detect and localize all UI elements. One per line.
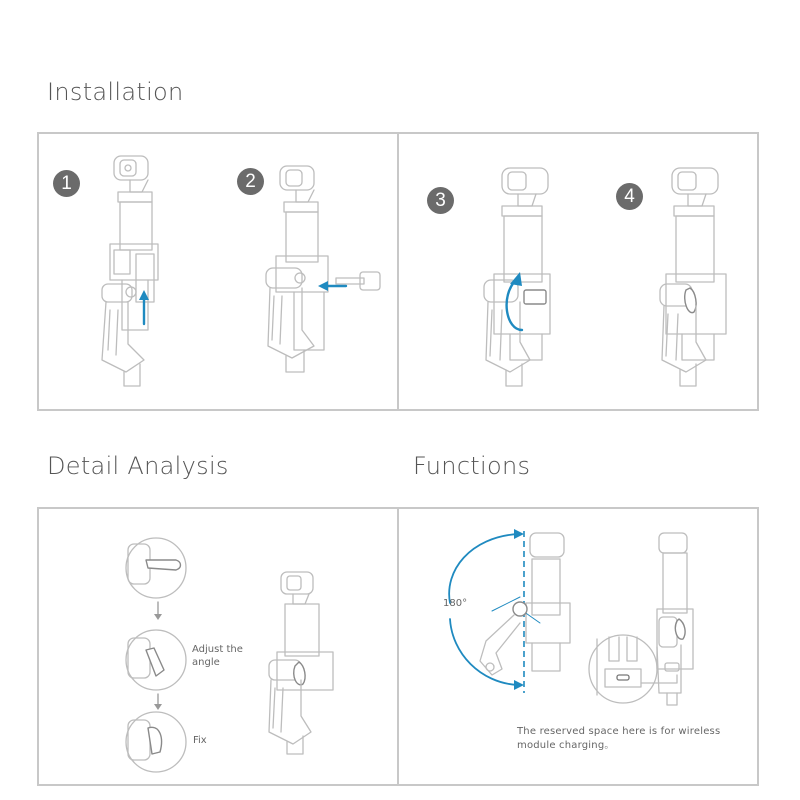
installation-divider (397, 132, 399, 411)
step-4-badge: 4 (616, 183, 643, 210)
mount-arm-icon (102, 284, 144, 386)
mount-arm-icon (269, 660, 311, 754)
detail-analysis-heading: Detail Analysis (47, 452, 229, 480)
camera-icon (494, 168, 550, 360)
detail-product-illustration (265, 568, 345, 758)
arrow-down-icon (154, 602, 162, 620)
charging-caption-line2: module charging。 (517, 740, 615, 751)
arrow-left-icon (318, 281, 346, 291)
camera-icon (526, 533, 570, 671)
step-4-illustration (660, 160, 760, 390)
camera-icon (657, 533, 693, 669)
mount-arm-icon (657, 617, 685, 705)
step-3-badge: 3 (427, 187, 454, 214)
screw-key-icon (336, 272, 380, 290)
adjust-angle-line2: angle (192, 657, 220, 668)
step-1-badge: 1 (53, 170, 80, 197)
detail-zoom-fix-icon (126, 712, 186, 772)
charging-product-illustration (575, 525, 725, 725)
rotating-arm-icon (480, 597, 540, 675)
step-2-illustration (262, 160, 392, 380)
mount-arm-icon (484, 280, 546, 386)
arrow-down-icon (154, 694, 162, 710)
rotation-illustration (440, 525, 590, 695)
detail-sequence-illustration (120, 538, 200, 778)
charging-caption (517, 725, 720, 753)
charging-caption-line1: The reserved space here is for wireless (517, 726, 721, 737)
mount-arm-icon (266, 268, 314, 372)
rotation-angle-label: 180° (443, 598, 468, 609)
step-1-illustration (100, 150, 190, 390)
mount-arm-icon (660, 284, 706, 386)
step-2-badge: 2 (237, 168, 264, 195)
details-divider (397, 507, 399, 786)
installation-heading: Installation (47, 78, 184, 106)
fix-label: Fix (193, 735, 207, 746)
adjust-angle-label (192, 643, 243, 669)
camera-icon (110, 156, 158, 330)
step-3-illustration (480, 160, 580, 390)
detail-zoom-open-icon (126, 538, 186, 598)
detail-zoom-adjust-icon (126, 630, 186, 690)
adjust-angle-line1: Adjust the (192, 644, 243, 655)
functions-heading: Functions (413, 452, 531, 480)
